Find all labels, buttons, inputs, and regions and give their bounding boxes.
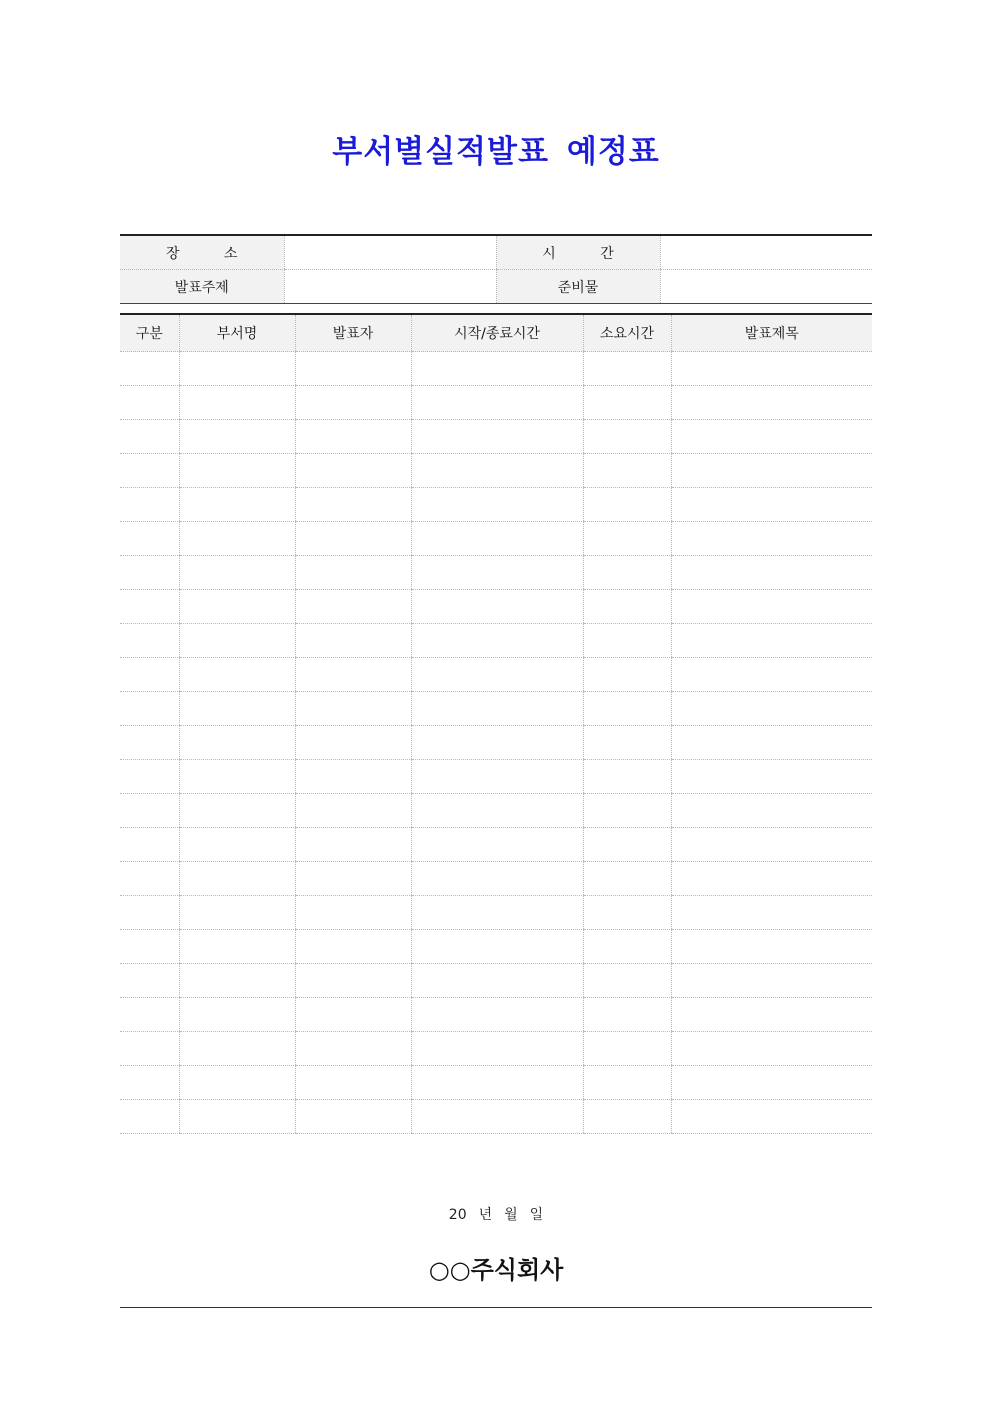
presentation-title-cell[interactable] xyxy=(671,658,872,692)
table-row xyxy=(120,556,872,590)
category-cell[interactable] xyxy=(120,964,179,998)
presenter-cell[interactable] xyxy=(295,488,411,522)
bottom-divider xyxy=(120,1307,872,1308)
start-end-time-cell[interactable] xyxy=(411,998,583,1032)
duration-cell[interactable] xyxy=(583,760,671,794)
start-end-time-cell[interactable] xyxy=(411,488,583,522)
start-end-time-cell[interactable] xyxy=(411,692,583,726)
category-cell[interactable] xyxy=(120,930,179,964)
topic-field[interactable] xyxy=(284,270,496,304)
presentation-title-cell[interactable] xyxy=(671,794,872,828)
presenter-cell[interactable] xyxy=(295,624,411,658)
table-row xyxy=(120,420,872,454)
table-row xyxy=(120,828,872,862)
start-end-time-cell[interactable] xyxy=(411,522,583,556)
category-cell[interactable] xyxy=(120,760,179,794)
presenter-cell[interactable] xyxy=(295,454,411,488)
duration-cell[interactable] xyxy=(583,454,671,488)
category-cell[interactable] xyxy=(120,726,179,760)
presentation-title-cell[interactable] xyxy=(671,760,872,794)
presentation-title-cell[interactable] xyxy=(671,1100,872,1134)
info-row xyxy=(120,235,872,270)
table-row xyxy=(120,862,872,896)
department-cell[interactable] xyxy=(179,658,295,692)
department-cell[interactable] xyxy=(179,420,295,454)
category-cell[interactable] xyxy=(120,522,179,556)
presenter-cell[interactable] xyxy=(295,760,411,794)
presenter-cell[interactable] xyxy=(295,794,411,828)
category-cell[interactable] xyxy=(120,352,179,386)
duration-cell[interactable] xyxy=(583,658,671,692)
category-cell[interactable] xyxy=(120,998,179,1032)
presenter-cell[interactable] xyxy=(295,1100,411,1134)
department-cell[interactable] xyxy=(179,1100,295,1134)
duration-cell[interactable] xyxy=(583,726,671,760)
category-cell[interactable] xyxy=(120,1066,179,1100)
col-header-start-end-time: 시작/종료시간 xyxy=(411,314,583,352)
presenter-cell[interactable] xyxy=(295,556,411,590)
department-cell[interactable] xyxy=(179,624,295,658)
title-sub: 예정표 xyxy=(566,134,660,170)
presentation-title-cell[interactable] xyxy=(671,726,872,760)
category-cell[interactable] xyxy=(120,658,179,692)
department-cell[interactable] xyxy=(179,794,295,828)
date-month-unit: 월 xyxy=(504,1207,518,1223)
info-row xyxy=(120,270,872,304)
presentation-title-cell[interactable] xyxy=(671,964,872,998)
presenter-cell[interactable] xyxy=(295,862,411,896)
duration-cell[interactable] xyxy=(583,794,671,828)
presenter-cell[interactable] xyxy=(295,352,411,386)
presenter-cell[interactable] xyxy=(295,1066,411,1100)
presentation-title-cell[interactable] xyxy=(671,692,872,726)
presenter-cell[interactable] xyxy=(295,1032,411,1066)
category-cell[interactable] xyxy=(120,828,179,862)
category-cell[interactable] xyxy=(120,454,179,488)
presentation-title-cell[interactable] xyxy=(671,1066,872,1100)
start-end-time-cell[interactable] xyxy=(411,794,583,828)
department-cell[interactable] xyxy=(179,1066,295,1100)
presenter-cell[interactable] xyxy=(295,896,411,930)
table-row xyxy=(120,522,872,556)
presentation-title-cell[interactable] xyxy=(671,352,872,386)
department-cell[interactable] xyxy=(179,522,295,556)
presentation-title-cell[interactable] xyxy=(671,454,872,488)
table-row xyxy=(120,658,872,692)
department-cell[interactable] xyxy=(179,692,295,726)
department-cell[interactable] xyxy=(179,352,295,386)
table-row xyxy=(120,964,872,998)
duration-cell[interactable] xyxy=(583,1066,671,1100)
table-row xyxy=(120,726,872,760)
presentation-title-cell[interactable] xyxy=(671,420,872,454)
duration-cell[interactable] xyxy=(583,828,671,862)
table-row xyxy=(120,896,872,930)
category-cell[interactable] xyxy=(120,590,179,624)
duration-cell[interactable] xyxy=(583,930,671,964)
duration-cell[interactable] xyxy=(583,1100,671,1134)
duration-cell[interactable] xyxy=(583,862,671,896)
date-year: 20 xyxy=(448,1207,467,1223)
start-end-time-cell[interactable] xyxy=(411,862,583,896)
department-cell[interactable] xyxy=(179,556,295,590)
presentation-title-cell[interactable] xyxy=(671,862,872,896)
start-end-time-cell[interactable] xyxy=(411,1066,583,1100)
start-end-time-cell[interactable] xyxy=(411,352,583,386)
category-cell[interactable] xyxy=(120,488,179,522)
department-cell[interactable] xyxy=(179,590,295,624)
department-cell[interactable] xyxy=(179,488,295,522)
presenter-cell[interactable] xyxy=(295,828,411,862)
category-cell[interactable] xyxy=(120,692,179,726)
table-row xyxy=(120,998,872,1032)
table-row xyxy=(120,794,872,828)
place-label: 장 소 xyxy=(120,235,284,270)
department-cell[interactable] xyxy=(179,1032,295,1066)
department-cell[interactable] xyxy=(179,454,295,488)
time-field[interactable] xyxy=(660,235,872,270)
category-cell[interactable] xyxy=(120,862,179,896)
col-header-department: 부서명 xyxy=(179,314,295,352)
duration-cell[interactable] xyxy=(583,998,671,1032)
start-end-time-cell[interactable] xyxy=(411,624,583,658)
presenter-cell[interactable] xyxy=(295,590,411,624)
col-header-duration: 소요시간 xyxy=(583,314,671,352)
presenter-cell[interactable] xyxy=(295,998,411,1032)
presentation-title-cell[interactable] xyxy=(671,590,872,624)
time-label: 시 간 xyxy=(496,235,660,270)
col-header-category: 구분 xyxy=(120,314,179,352)
col-header-presentation-title: 발표제목 xyxy=(671,314,872,352)
presentation-title-cell[interactable] xyxy=(671,998,872,1032)
start-end-time-cell[interactable] xyxy=(411,930,583,964)
col-header-presenter: 발표자 xyxy=(295,314,411,352)
info-table xyxy=(120,234,872,304)
presenter-cell[interactable] xyxy=(295,964,411,998)
category-cell[interactable] xyxy=(120,556,179,590)
duration-cell[interactable] xyxy=(583,522,671,556)
category-cell[interactable] xyxy=(120,794,179,828)
start-end-time-cell[interactable] xyxy=(411,828,583,862)
title-main: 부서별실적발표 xyxy=(332,134,549,170)
presenter-cell[interactable] xyxy=(295,522,411,556)
table-row xyxy=(120,1100,872,1134)
department-cell[interactable] xyxy=(179,862,295,896)
start-end-time-cell[interactable] xyxy=(411,760,583,794)
presentation-title-cell[interactable] xyxy=(671,896,872,930)
presenter-cell[interactable] xyxy=(295,930,411,964)
company-name: ○○주식회사 xyxy=(428,1256,564,1284)
table-row xyxy=(120,930,872,964)
table-row xyxy=(120,386,872,420)
date-year-unit: 년 xyxy=(478,1207,493,1223)
start-end-time-cell[interactable] xyxy=(411,964,583,998)
table-row xyxy=(120,454,872,488)
duration-cell[interactable] xyxy=(583,556,671,590)
presenter-cell[interactable] xyxy=(295,692,411,726)
duration-cell[interactable] xyxy=(583,1032,671,1066)
start-end-time-cell[interactable] xyxy=(411,420,583,454)
duration-cell[interactable] xyxy=(583,590,671,624)
presentation-title-cell[interactable] xyxy=(671,1032,872,1066)
department-cell[interactable] xyxy=(179,386,295,420)
start-end-time-cell[interactable] xyxy=(411,1100,583,1134)
category-cell[interactable] xyxy=(120,896,179,930)
table-row xyxy=(120,692,872,726)
duration-cell[interactable] xyxy=(583,420,671,454)
table-row xyxy=(120,1032,872,1066)
table-row xyxy=(120,488,872,522)
category-cell[interactable] xyxy=(120,386,179,420)
date-day-unit: 일 xyxy=(529,1207,544,1223)
presentation-title-cell[interactable] xyxy=(671,828,872,862)
presenter-cell[interactable] xyxy=(295,420,411,454)
table-row xyxy=(120,1066,872,1100)
start-end-time-cell[interactable] xyxy=(411,1032,583,1066)
department-cell[interactable] xyxy=(179,828,295,862)
table-row xyxy=(120,624,872,658)
category-cell[interactable] xyxy=(120,624,179,658)
presenter-cell[interactable] xyxy=(295,658,411,692)
presentation-title-cell[interactable] xyxy=(671,556,872,590)
start-end-time-cell[interactable] xyxy=(411,726,583,760)
duration-cell[interactable] xyxy=(583,896,671,930)
presentation-title-cell[interactable] xyxy=(671,386,872,420)
table-row xyxy=(120,760,872,794)
materials-label: 준비물 xyxy=(496,270,660,304)
presentation-title-cell[interactable] xyxy=(671,488,872,522)
department-cell[interactable] xyxy=(179,930,295,964)
duration-cell[interactable] xyxy=(583,488,671,522)
category-cell[interactable] xyxy=(120,420,179,454)
presentation-title-cell[interactable] xyxy=(671,624,872,658)
table-row xyxy=(120,352,872,386)
department-cell[interactable] xyxy=(179,760,295,794)
schedule-body xyxy=(120,352,872,1134)
category-cell[interactable] xyxy=(120,1032,179,1066)
duration-cell[interactable] xyxy=(583,352,671,386)
start-end-time-cell[interactable] xyxy=(411,556,583,590)
department-cell[interactable] xyxy=(179,726,295,760)
presenter-cell[interactable] xyxy=(295,726,411,760)
schedule-header-row xyxy=(120,314,872,352)
table-row xyxy=(120,590,872,624)
start-end-time-cell[interactable] xyxy=(411,386,583,420)
presentation-title-cell[interactable] xyxy=(671,930,872,964)
materials-field[interactable] xyxy=(660,270,872,304)
presentation-title-cell[interactable] xyxy=(671,522,872,556)
presenter-cell[interactable] xyxy=(295,386,411,420)
department-cell[interactable] xyxy=(179,998,295,1032)
start-end-time-cell[interactable] xyxy=(411,454,583,488)
duration-cell[interactable] xyxy=(583,386,671,420)
place-field[interactable] xyxy=(284,235,496,270)
start-end-time-cell[interactable] xyxy=(411,590,583,624)
duration-cell[interactable] xyxy=(583,624,671,658)
page-title xyxy=(0,126,992,171)
duration-cell[interactable] xyxy=(583,692,671,726)
topic-label: 발표주제 xyxy=(120,270,284,304)
start-end-time-cell[interactable] xyxy=(411,658,583,692)
department-cell[interactable] xyxy=(179,964,295,998)
department-cell[interactable] xyxy=(179,896,295,930)
start-end-time-cell[interactable] xyxy=(411,896,583,930)
duration-cell[interactable] xyxy=(583,964,671,998)
date-line xyxy=(0,1204,992,1224)
schedule-table xyxy=(120,313,872,1134)
category-cell[interactable] xyxy=(120,1100,179,1134)
